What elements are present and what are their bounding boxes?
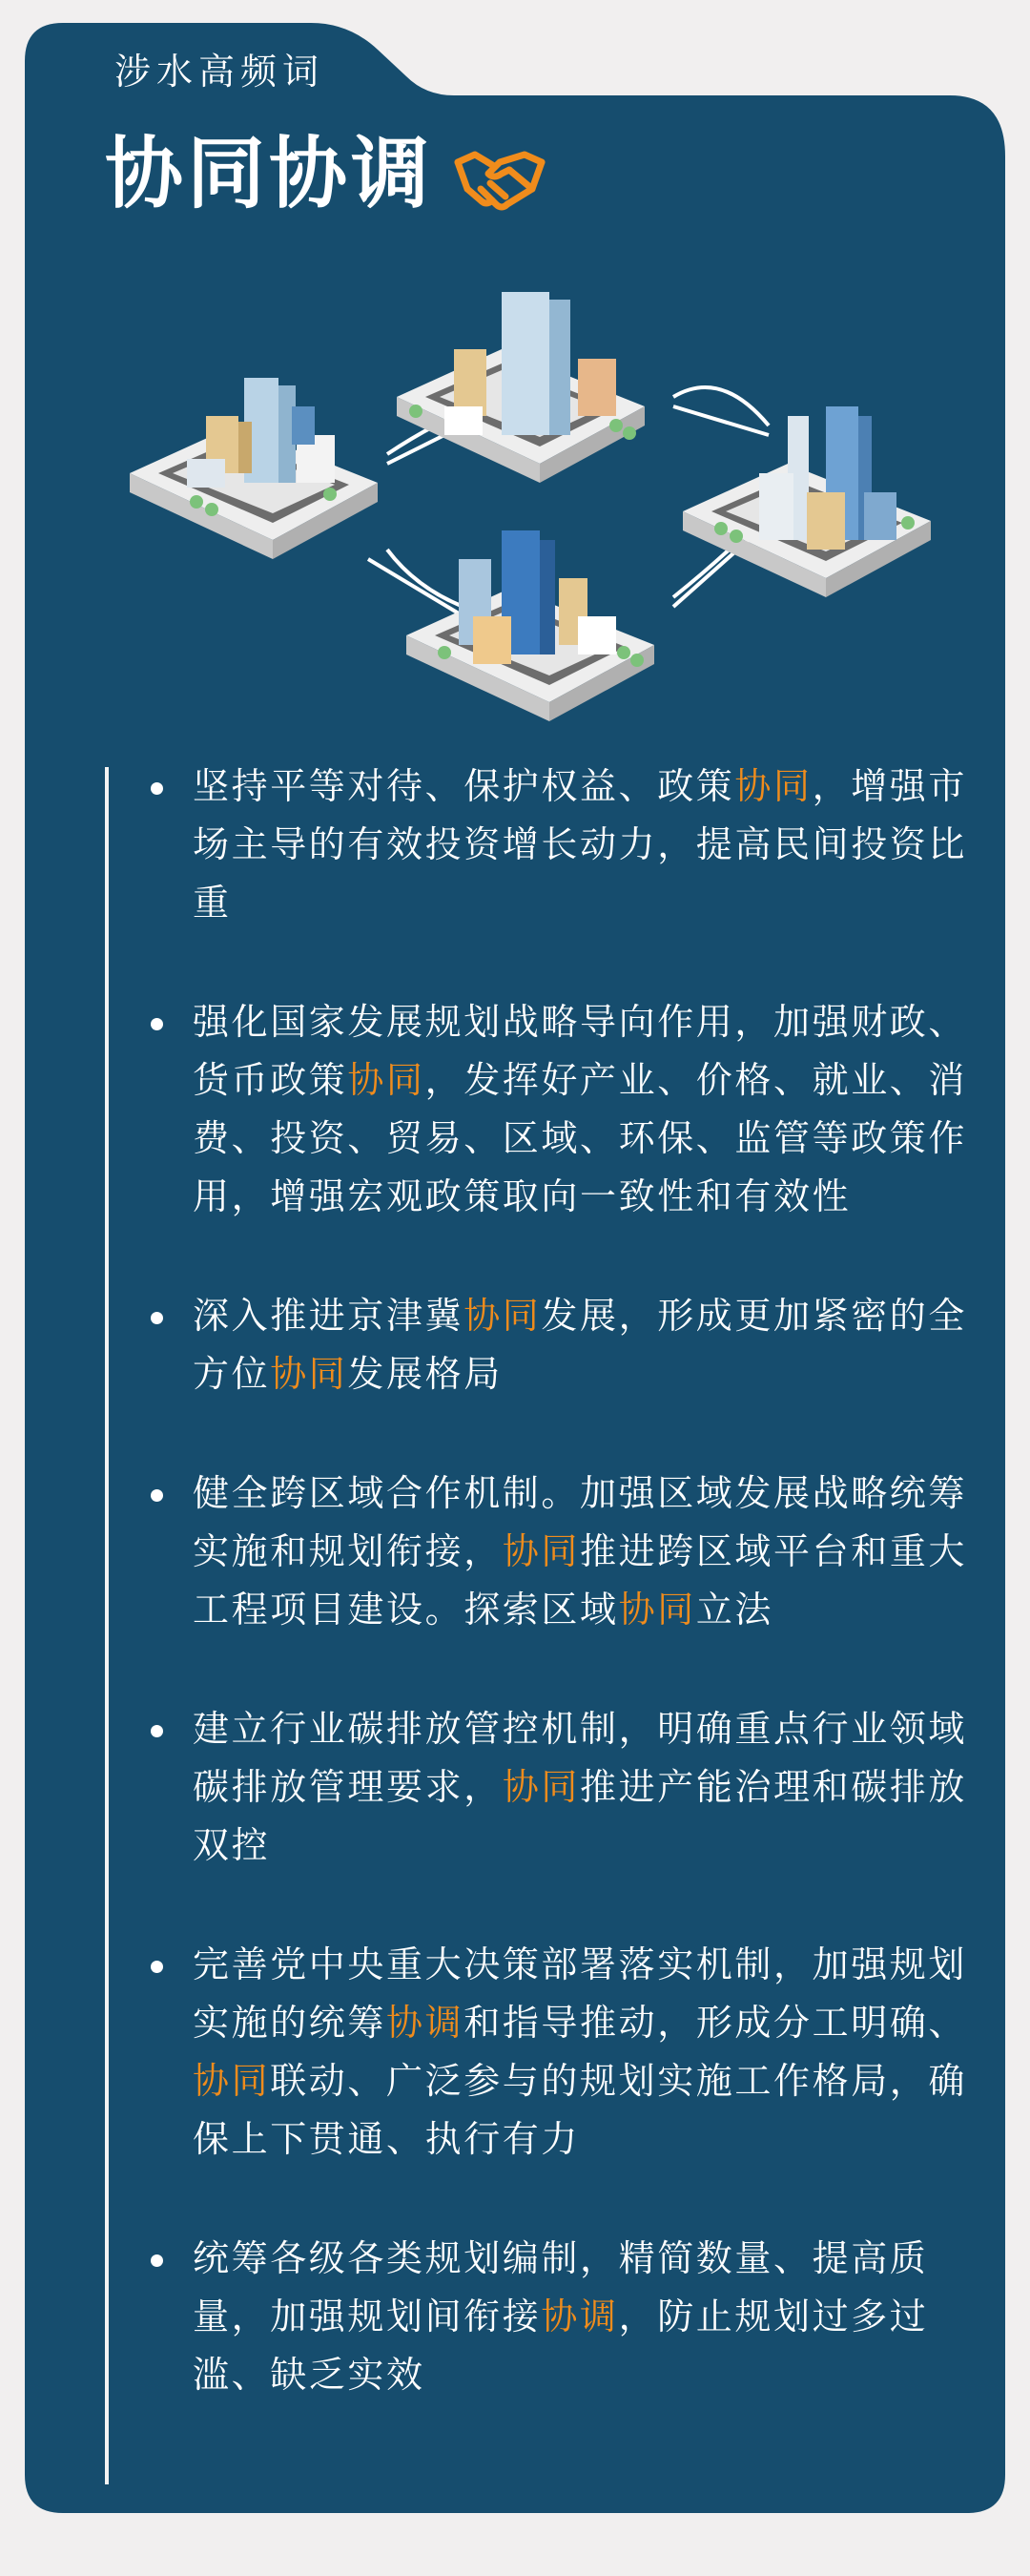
highlighted-keyword: 协同 <box>502 1766 581 1808</box>
list-item <box>130 1936 988 2169</box>
item-text: 联动、广泛参与的规划实施工作格局，确保上下贯通、执行有力 <box>193 2060 968 2160</box>
highlighted-keyword: 协同 <box>502 1530 581 1572</box>
list-item <box>130 1700 988 1875</box>
highlighted-keyword: 协同 <box>734 765 813 807</box>
item-text: 推进跨区域平台和重大工程项目建设。探索区域 <box>193 1530 968 1631</box>
highlighted-keyword: 协调 <box>541 2296 619 2337</box>
item-text: 强化国家发展规划战略导向作用，加强财政、货币政策 <box>193 1001 968 1101</box>
item-text: 完善党中央重大决策部署落实机制，加强规划实施的统筹 <box>193 1943 968 2044</box>
city-illustration <box>101 273 978 759</box>
category-label: 涉水高频词 <box>114 51 325 93</box>
highlighted-keyword: 协同 <box>193 2060 271 2102</box>
item-text: ，增强市场主导的有效投资增长动力，提高民间投资比重 <box>193 765 968 924</box>
page-title: 协同协调 <box>105 129 434 219</box>
highlighted-keyword: 协调 <box>386 2002 464 2044</box>
highlighted-keyword: 协同 <box>270 1353 348 1395</box>
vertical-divider <box>105 767 109 2484</box>
item-text: ，防止规划过多过滥、缺乏实效 <box>193 2296 929 2396</box>
list-item <box>130 2230 988 2404</box>
highlighted-keyword: 协同 <box>347 1059 425 1101</box>
content-card <box>25 23 1005 2513</box>
list-item <box>130 1287 988 1403</box>
item-text: 发展格局 <box>347 1353 503 1395</box>
list-item <box>130 1465 988 1639</box>
highlighted-keyword: 协同 <box>618 1589 696 1631</box>
handshake-icon <box>452 145 547 221</box>
item-text: 深入推进京津冀 <box>193 1295 464 1337</box>
item-text: 发展，形成更加紧密的全方位 <box>193 1295 968 1395</box>
item-text: ，发挥好产业、价格、就业、消费、投资、贸易、区域、环保、监管等政策作用，增强宏观政策取向一致性和有效性 <box>193 1059 968 1217</box>
item-text: 坚持平等对待、保护权益、政策 <box>193 765 735 807</box>
list-item <box>130 758 988 932</box>
item-text: 立法 <box>695 1589 774 1631</box>
item-text: 推进产能治理和碳排放双控 <box>193 1766 968 1866</box>
item-text: 和指导推动，形成分工明确、 <box>464 2002 968 2044</box>
item-text: 建立行业碳排放管控机制，明确重点行业领域碳排放管理要求， <box>193 1708 968 1808</box>
item-text: 健全跨区域合作机制。加强区域发展战略统筹实施和规划衔接， <box>193 1472 968 1572</box>
item-text: 统筹各级各类规划编制，精简数量、提高质量，加强规划间衔接 <box>193 2237 929 2337</box>
policy-list <box>130 758 988 2465</box>
highlighted-keyword: 协同 <box>464 1295 542 1337</box>
list-item <box>130 993 988 1226</box>
